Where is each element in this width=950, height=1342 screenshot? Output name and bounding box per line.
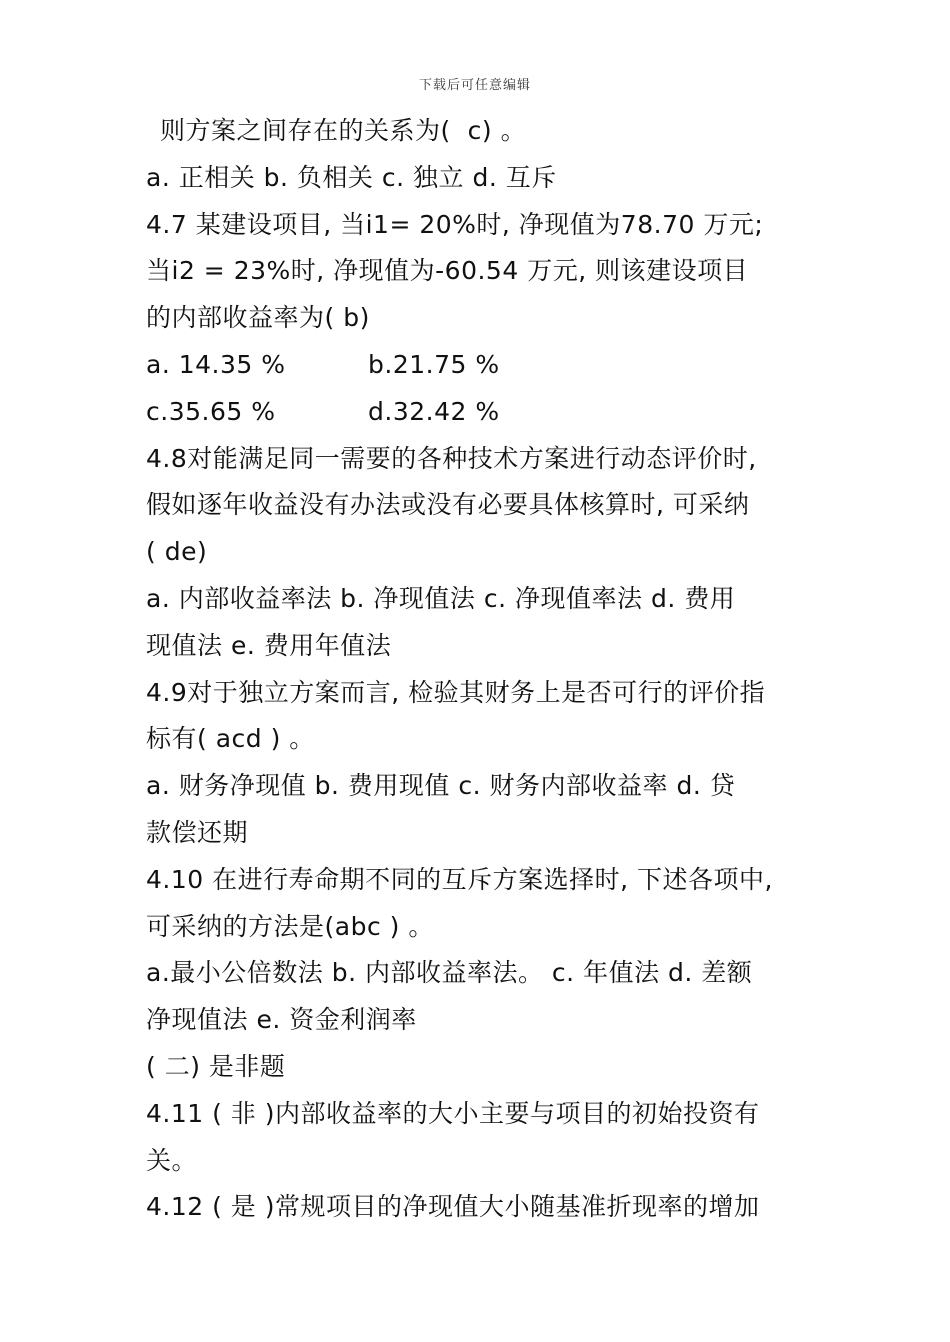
text-line: 假如逐年收益没有办法或没有必要具体核算时, 可采纳 [146, 490, 750, 520]
text-line: 的内部收益率为( b) [146, 303, 370, 333]
section-heading: ( 二) 是非题 [146, 1051, 286, 1081]
text-line: a. 正相关 b. 负相关 c. 独立 d. 互斥 [146, 162, 557, 192]
document-body [146, 108, 826, 1231]
question-4-10-line: 4.10 在进行寿命期不同的互斥方案选择时, 下述各项中, [146, 864, 773, 894]
text-line: 款偿还期 [146, 817, 249, 847]
question-4-7-line: 4.7 某建设项目, 当i1= 20%时, 净现值为78.70 万元; [146, 209, 764, 239]
option-d: d.32.42 % [368, 396, 500, 426]
question-4-11-line: 4.11 ( 非 )内部收益率的大小主要与项目的初始投资有 [146, 1098, 760, 1128]
text-line: 可采纳的方法是(abc ) 。 [146, 911, 434, 941]
option-a: a. 14.35 % [146, 349, 286, 379]
text-line: 标有( acd ) 。 [146, 724, 315, 754]
text-line: 关。 [146, 1145, 198, 1175]
text-line: 则方案之间存在的关系为( c) 。 [160, 116, 527, 145]
text-line: a.最小公倍数法 b. 内部收益率法。 c. 年值法 d. 差额 [146, 958, 753, 988]
option-b: b.21.75 % [368, 349, 500, 379]
text-line: a. 内部收益率法 b. 净现值法 c. 净现值率法 d. 费用 [146, 583, 736, 613]
options-row [146, 342, 826, 389]
text-line: ( de) [146, 537, 208, 567]
options-row [146, 389, 826, 436]
text-line: 当i2 = 23%时, 净现值为-60.54 万元, 则该建设项目 [146, 256, 749, 286]
text-line: 净现值法 e. 资金利润率 [146, 1005, 417, 1035]
option-c: c.35.65 % [146, 396, 276, 426]
page-header: 下载后可任意编辑 [418, 78, 531, 93]
text-line: a. 财务净现值 b. 费用现值 c. 财务内部收益率 d. 贷 [146, 771, 736, 801]
question-4-8-line: 4.8对能满足同一需要的各种技术方案进行动态评价时, [146, 443, 757, 473]
question-4-9-line: 4.9对于独立方案而言, 检验其财务上是否可行的评价指 [146, 677, 766, 707]
question-4-12-line: 4.12 ( 是 )常规项目的净现值大小随基准折现率的增加 [146, 1192, 760, 1222]
text-line: 现值法 e. 费用年值法 [146, 630, 392, 660]
